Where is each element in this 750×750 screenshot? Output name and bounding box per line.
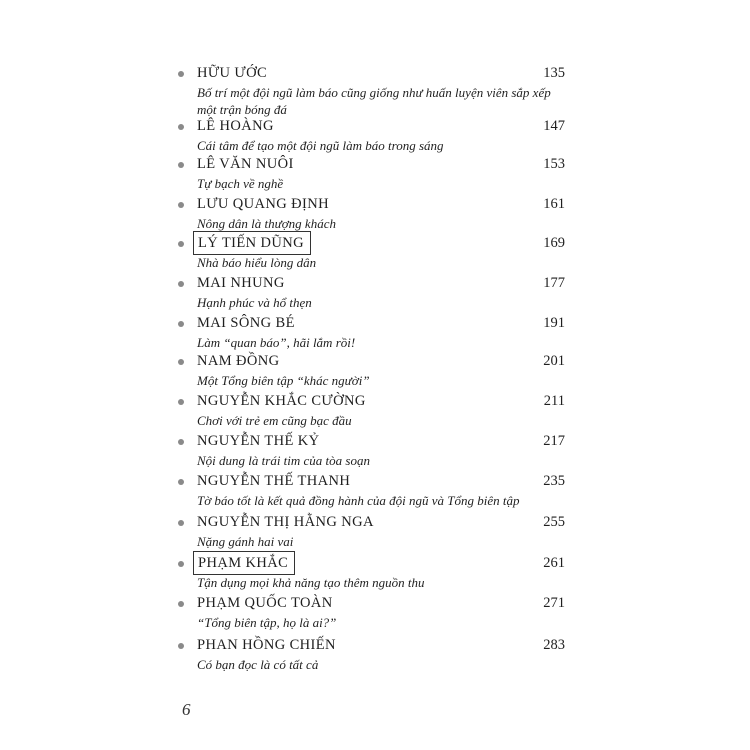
bullet-icon <box>178 202 184 208</box>
entry-page-number: 211 <box>543 393 565 409</box>
entry-page-number: 271 <box>543 595 565 611</box>
entry-subtitle: Chơi với trẻ em cũng bạc đầu <box>197 413 352 428</box>
entry-subtitle: Nặng gánh hai vai <box>197 534 294 549</box>
entry-name: MAI NHUNG <box>197 275 285 291</box>
entry-subtitle: Cái tâm để tạo một đội ngũ làm báo trong sáng <box>197 138 444 153</box>
entry-page-number: 177 <box>543 275 565 291</box>
entry-name: MAI SÔNG BÉ <box>197 315 295 331</box>
entry-page-number: 169 <box>543 235 565 251</box>
entry-page-number: 191 <box>543 315 565 331</box>
entry-name-highlighted: PHẠM KHẮC <box>193 551 295 575</box>
entry-page-number: 235 <box>543 473 565 489</box>
entry-page-number: 261 <box>543 555 565 571</box>
entry-subtitle: Nội dung là trái tim của tòa soạn <box>197 453 370 468</box>
entry-name: NGUYỄN THẾ KỶ <box>197 433 320 449</box>
entry-subtitle: Nông dân là thượng khách <box>197 216 336 231</box>
entry-subtitle: “Tổng biên tập, họ là ai?” <box>197 615 337 630</box>
bullet-icon <box>178 281 184 287</box>
bullet-icon <box>178 643 184 649</box>
entry-page-number: 217 <box>543 433 565 449</box>
entry-page-number: 153 <box>543 156 565 172</box>
entry-subtitle: Một Tổng biên tập “khác người” <box>197 373 370 388</box>
bullet-icon <box>178 71 184 77</box>
entry-page-number: 283 <box>543 637 565 653</box>
entry-name: NGUYỄN THẾ THANH <box>197 473 351 489</box>
entry-page-number: 161 <box>543 196 565 212</box>
bullet-icon <box>178 439 184 445</box>
bullet-icon <box>178 124 184 130</box>
bullet-icon <box>178 520 184 526</box>
entry-name: PHAN HỒNG CHIẾN <box>197 637 336 653</box>
entry-subtitle: Tờ báo tốt là kết quả đồng hành của đội ngũ và Tổng biên tập <box>197 493 520 508</box>
entry-page-number: 255 <box>543 514 565 530</box>
entry-subtitle: Làm “quan báo”, hãi lắm rồi! <box>197 335 356 350</box>
entry-subtitle: Bố trí một đội ngũ làm báo cũng giống như huấn luyện viên sắp xếp một trận bóng đá <box>197 85 551 117</box>
bullet-icon <box>178 601 184 607</box>
entry-name-highlighted: LÝ TIẾN DŨNG <box>193 231 311 255</box>
entry-subtitle: Hạnh phúc và hổ thẹn <box>197 295 312 310</box>
entry-subtitle: Nhà báo hiểu lòng dân <box>197 255 317 270</box>
entry-name: NAM ĐỒNG <box>197 353 280 369</box>
bullet-icon <box>178 359 184 365</box>
bullet-icon <box>178 241 184 247</box>
bullet-icon <box>178 399 184 405</box>
entry-name: LƯU QUANG ĐỊNH <box>197 196 330 212</box>
entry-name: NGUYỄN KHẮC CƯỜNG <box>197 393 366 409</box>
entry-name: LÊ HOÀNG <box>197 118 274 134</box>
entry-name: PHẠM QUỐC TOÀN <box>197 595 333 611</box>
entry-name: LÊ VĂN NUÔI <box>197 156 294 172</box>
entry-subtitle: Có bạn đọc là có tất cả <box>197 657 319 672</box>
entry-subtitle: Tận dụng mọi khả năng tạo thêm nguồn thu <box>197 575 425 590</box>
entry-name: NGUYỄN THỊ HẰNG NGA <box>197 514 374 530</box>
entry-name: HỮU ƯỚC <box>197 65 268 81</box>
page-number-footer: 6 <box>182 700 191 719</box>
bullet-icon <box>178 561 184 567</box>
bullet-icon <box>178 321 184 327</box>
entry-page-number: 147 <box>543 118 565 134</box>
bullet-icon <box>178 479 184 485</box>
entry-subtitle: Tự bạch về nghề <box>197 176 284 191</box>
bullet-icon <box>178 162 184 168</box>
entry-page-number: 135 <box>543 65 565 81</box>
entry-page-number: 201 <box>543 353 565 369</box>
